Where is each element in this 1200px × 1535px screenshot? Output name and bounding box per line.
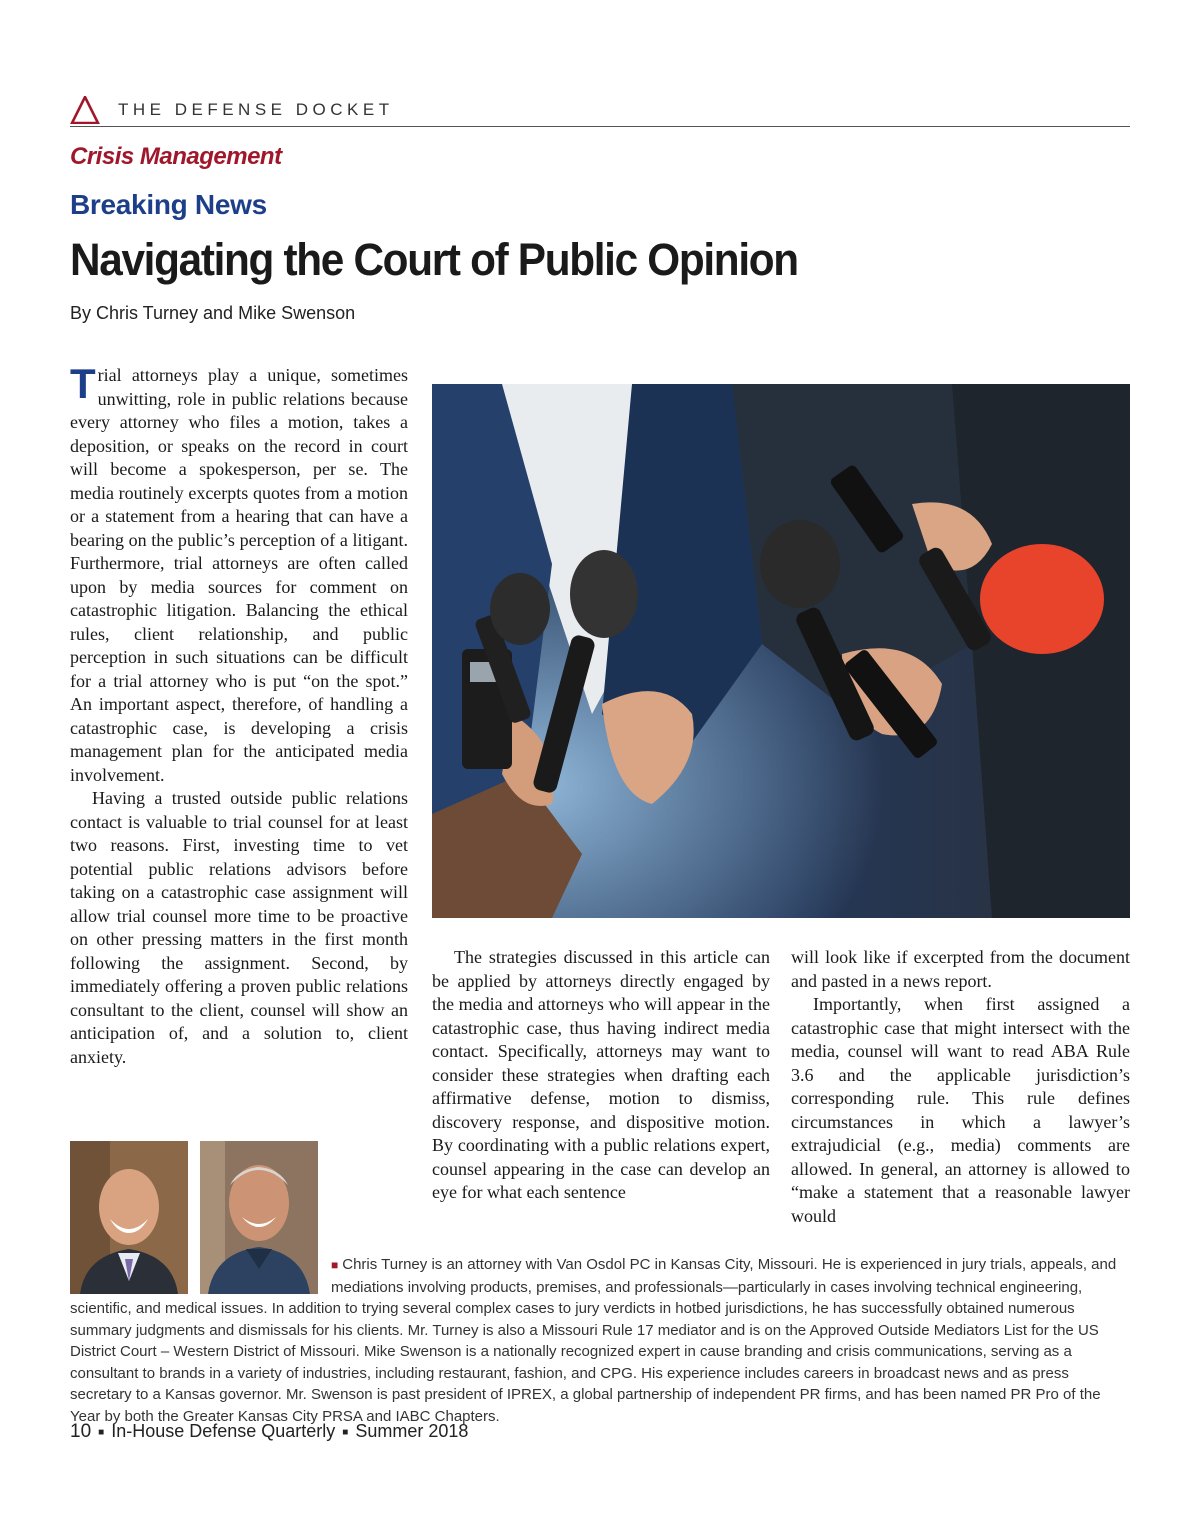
running-header [70, 94, 1130, 127]
paragraph-5: Importantly, when first assigned a catastrophic case that might intersect with the media, counsel will want to read ABA Rule 3.6 and the applicable jurisdiction’s corresponding rule. This rule defines circumstances in which a lawyer’s extrajudicial (e.g., media) comments are allowed. In general, an attorney is allowed to “make a statement that a reasonable lawyer would [791, 994, 1130, 1226]
kicker-title: Breaking News [70, 189, 267, 220]
paragraph-1 [70, 360, 408, 787]
paragraph-4: will look like if excerpted from the document and pasted in a news report. [791, 947, 1130, 991]
page-number: 10 [70, 1421, 92, 1442]
press-microphones-photo [432, 384, 1130, 918]
paragraph-1-text: rial attorneys play a unique, sometimes unwitting, role in public relations because every attorney who files a motion, takes a deposition, or speaks on the record in court will become a spokesperson, per se. The media routinely excerpts quotes from a motion or a statement from a hearing that can have a bearing on the public’s perception of a litigant. Furthermore, trial attorneys are often called upon by media sources for comment on catastrophic litigation. Balancing the ethical rules, client relationship, and public perception in such situations can be difficult for a trial attorney who is put “on the spot.” An important aspect, therefore, of handling a catastrophic case, is developing a crisis management plan for the anticipated media involvement. [70, 365, 408, 785]
author-bio-text: Chris Turney is an attorney with Van Osdol PC in Kansas City, Missouri. He is experienced in jury trials, appeals, and mediations involving products, premises, and professionals—particularly in cases involving technical engineering, scientific, and medical issues. In addition to trying several complex cases to jury verdicts in hotbed jurisdictions, he has successfully obtained numerous summary judgments and dismissals for his clients. Mr. Turney is also a Missouri Rule 17 mediator and is on the Approved Outside Mediators List for the US District Court – Western District of Missouri. Mike Swenson is a nationally recognized expert in cause branding and crisis communications, serving as a consultant to brands in a variety of industries, including restaurant, fashion, and CPG. His experience includes careers in broadcast news and as press secretary to a Kansas governor. Mr. Swenson is past president of IPREX, a global partnership of independent PR firms, and has been named PR Pro of the Year by both the Greater Kansas City PRSA and IABC Chapters. [70, 1256, 1117, 1425]
footer-separator-icon: ■ [98, 1426, 105, 1438]
article-headline: Navigating the Court of Public Opinion [70, 234, 798, 285]
page-footer [70, 1421, 468, 1443]
footer-issue: Summer 2018 [355, 1421, 469, 1441]
triangle-logo-icon [70, 96, 100, 124]
publication-section-label: THE DEFENSE DOCKET [118, 100, 394, 119]
press-photo-illustration [432, 384, 1130, 918]
article-column-2 [432, 946, 770, 1205]
paragraph-3: The strategies discussed in this article can be applied by attorneys directly engaged by the media and attorneys who will appear in the catastrophic case, thus having indirect media contact. Specifically, attorneys may want to consider these strategies when drafting each affirmative defense, motion to dismiss, discovery response, and dispositive motion. By coordinating with a public relations expert, counsel appearing in the case can develop an eye for what each sentence [432, 947, 770, 1202]
byline: By Chris Turney and Mike Swenson [70, 303, 356, 323]
footer-publication: In-House Defense Quarterly [111, 1421, 336, 1441]
article-column-1 [70, 360, 408, 1069]
drop-cap: T [70, 360, 96, 407]
author-bio [70, 1254, 1130, 1427]
section-title: Crisis Management [70, 143, 282, 170]
paragraph-2: Having a trusted outside public relations contact is valuable to trial counsel for at least two reasons. First, investing time to vet potential public relations advisors before taking on a catastrophic case assignment will allow trial counsel more time to be proactive on other pressing matters in the first month following the assignment. Second, by immediately offering a proven public relations consultant to the client, counsel will show an anticipation of, and a solution to, client anxiety. [70, 788, 408, 1067]
footer-separator-icon: ■ [342, 1426, 349, 1438]
article-column-3 [791, 946, 1130, 1228]
bio-bullet-icon: ■ [331, 1258, 339, 1272]
